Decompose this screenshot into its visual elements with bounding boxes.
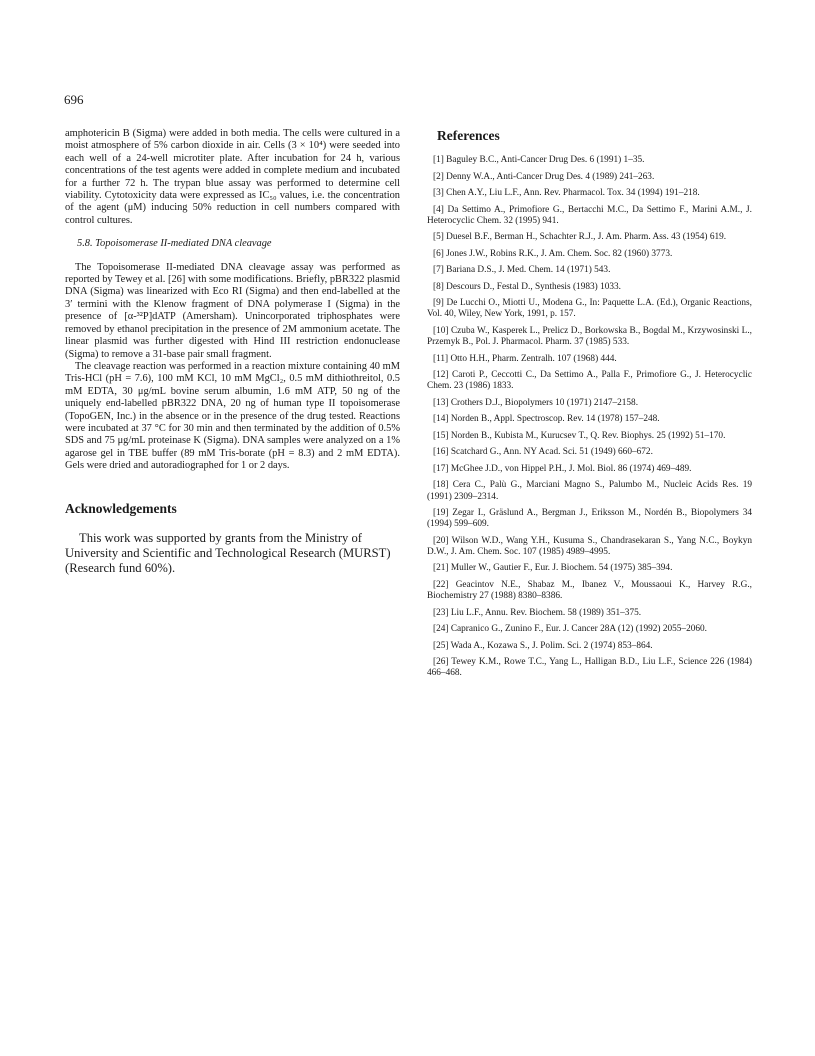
reference-item: [2] Denny W.A., Anti-Cancer Drug Des. 4 (1989) 241–263. <box>433 171 655 182</box>
acknowledgements-text: This work was supported by grants from the Ministry of University and Scientific and Technological Research (MURST) (Research fund 60%). <box>65 530 391 576</box>
page-number: 696 <box>64 92 84 107</box>
reference-item: [1] Baguley B.C., Anti-Cancer Drug Des. 6 (1991) 1–35. <box>433 155 645 165</box>
left-column <box>65 128 400 577</box>
reference-item: [8] Descours D., Festal D., Synthesis (1983) 1033. <box>433 281 621 292</box>
reference-item: [24] Capranico G., Zunino F., Eur. J. Cancer 28A (12) (1992) 2055–2060. <box>433 624 707 635</box>
references-list <box>427 155 752 680</box>
body-paragraph: amphotericin B (Sigma) were added in both media. The cells were cultured in a moist atmosphere of 5% carbon dioxide in air. Cells (3 × 10⁴) were seeded into each well of a 24-well microtiter plate. After incubation for 24 h, various concentrations of the test agents were added in complete medium and incubated for a further 72 h. The trypan blue assay was performed to determine cell viability. Cytotoxicity data were expressed as IC₅₀ values, i.e. the concentration of the agent (μM) inducing 50% reduction in cell numbers compared with control cultures. <box>65 128 400 226</box>
reference-item: [5] Duesel B.F., Berman H., Schachter R.J., J. Am. Pharm. Ass. 43 (1954) 619. <box>433 232 727 243</box>
reference-item: [16] Scatchard G., Ann. NY Acad. Sci. 51 (1949) 660–672. <box>433 447 653 458</box>
section-heading: 5.8. Topoisomerase II-mediated DNA cleavage <box>77 238 272 250</box>
body-paragraph: The cleavage reaction was performed in a reaction mixture containing 40 mM Tris-HCl (pH = 7.6), 100 mM KCl, 10 mM MgCl₂, 0.5 mM dithiothreitol, 0.5 mM EDTA, 30 μg/mL bovine serum albumin, 1.6 mM ATP, 50 ng of the uniquely end-labelled pBR322 DNA, 20 ng of human type II topoisomerase (TopoGEN, Inc.) in the absence or in the presence of the drug tested. Reactions were incubated at 37 °C for 30 min and then terminated by the addition of 0.5% SDS and 75 μg/mL proteinase K (Sigma). DNA samples were analyzed on a 1% agarose gel in TBE buffer (89 mM Tris-borate (pH = 8.3) and 2 mM EDTA). Gels were dried and autoradiographed for 1 or 2 days. <box>65 360 400 472</box>
reference-item: [3] Chen A.Y., Liu L.F., Ann. Rev. Pharmacol. Tox. 34 (1994) 191–218. <box>433 188 700 198</box>
reference-item: [21] Muller W., Gautier F., Eur. J. Biochem. 54 (1975) 385–394. <box>433 563 673 574</box>
body-paragraph: The Topoisomerase II-mediated DNA cleavage assay was performed as reported by Tewey et al. [26] with some modifications. Briefly, pBR322 plasmid DNA (Sigma) was linearized with Eco RI (Sigma) and then end-labelled at the 3′ termini with the Klenow fragment of DNA polymerase I (Sigma) in the presence of [α-³²P]dATP (Amersham). Unincorporated triphosphates were removed by ethanol precipitation in the presence of 2M ammonium acetate. The linear plasmid was further digested with Hind III restriction endonuclease (Sigma) to remove a 31-base pair small fragment. <box>65 261 400 360</box>
reference-item: [18] Cera C., Palù G., Marciani Magno S., Palumbo M., Nucleic Acids Res. 19 (1991) 2309–2314. <box>427 480 752 502</box>
references-column <box>427 128 752 685</box>
reference-item: [23] Liu L.F., Annu. Rev. Biochem. 58 (1989) 351–375. <box>433 607 642 618</box>
reference-item: [26] Tewey K.M., Rowe T.C., Yang L., Halligan B.D., Liu L.F., Science 226 (1984) 466–468. <box>427 657 752 679</box>
reference-item: [20] Wilson W.D., Wang Y.H., Kusuma S., Chandrasekaran S., Yang N.C., Boykyn D.W., J. Am. Chem. Soc. 107 (1985) 4989–4995. <box>427 535 752 557</box>
reference-item: [4] Da Settimo A., Primofiore G., Bertacchi M.C., Da Settimo F., Marini A.M., J. Heterocyclic Chem. 32 (1995) 941. <box>427 204 752 226</box>
reference-item: [12] Caroti P., Ceccotti C., Da Settimo A., Palla F., Primofiore G., J. Heterocyclic Chem. 23 (1986) 1833. <box>427 370 752 392</box>
reference-item: [19] Zegar I., Gräslund A., Bergman J., Eriksson M., Nordén B., Biopolymers 34 (1994) 599–609. <box>427 508 752 530</box>
reference-item: [11] Otto H.H., Pharm. Zentralh. 107 (1968) 444. <box>433 353 617 364</box>
reference-item: [25] Wada A., Kozawa S., J. Polim. Sci. 2 (1974) 853–864. <box>433 640 653 651</box>
acknowledgements-heading: Acknowledgements <box>65 500 177 516</box>
reference-item: [7] Bariana D.S., J. Med. Chem. 14 (1971) 543. <box>433 265 611 276</box>
reference-item: [14] Norden B., Appl. Spectroscop. Rev. 14 (1978) 157–248. <box>433 414 660 425</box>
reference-item: [13] Crothers D.J., Biopolymers 10 (1971) 2147–2158. <box>433 397 639 408</box>
reference-item: [6] Jones J.W., Robins R.K., J. Am. Chem. Soc. 82 (1960) 3773. <box>433 248 673 259</box>
reference-item: [17] McGhee J.D., von Hippel P.H., J. Mol. Biol. 86 (1974) 469–489. <box>433 463 692 474</box>
reference-item: [10] Czuba W., Kasperek L., Prelicz D., Borkowska B., Bogdal M., Krzywosinski L., Przemyk B., Pol. J. Pharmacol. Pharm. 37 (1985) 533. <box>427 325 752 348</box>
references-heading: References <box>437 128 500 143</box>
reference-item: [15] Norden B., Kubista M., Kurucsev T., Q. Rev. Biophys. 25 (1992) 51–170. <box>433 430 726 441</box>
reference-item: [22] Geacintov N.E., Shabaz M., Ibanez V., Moussaoui K., Harvey R.G., Biochemistry 27 (1988) 8380–8386. <box>427 579 752 602</box>
reference-item: [9] De Lucchi O., Miotti U., Modena G., In: Paquette L.A. (Ed.), Organic Reactions, Vol. 40, Wiley, New York, 1991, p. 157. <box>427 298 752 320</box>
